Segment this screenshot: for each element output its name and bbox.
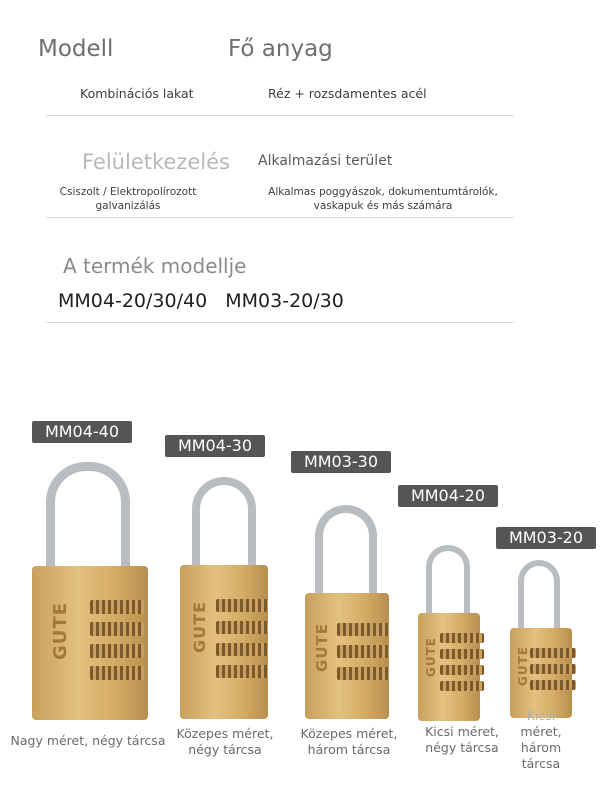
application-value [258, 185, 508, 213]
caption-line: Kicsi [526, 708, 556, 723]
padlock-image [180, 477, 272, 721]
lock-caption [290, 726, 408, 758]
lock-caption [500, 708, 582, 772]
model-tag: MM04-40 [32, 421, 132, 443]
padlock-image [32, 462, 150, 722]
caption-line: Kicsi méret, [425, 724, 499, 739]
product-model-value: MM04-20/30/40 MM03-20/30 [58, 290, 344, 312]
caption-line: négy tárcsa [425, 740, 499, 755]
padlock-image [510, 560, 580, 720]
caption-line: három tárcsa [520, 740, 562, 771]
application-value-line2: vaskapuk és más számára [313, 200, 453, 212]
surface-value-line2: galvanizálás [95, 200, 161, 212]
model-tag: MM04-30 [165, 435, 265, 457]
brand-logo: GUTE [50, 602, 71, 660]
caption-line: három tárcsa [307, 742, 391, 757]
divider [46, 115, 514, 116]
surface-value-line1: Csiszolt / Elektropolírozott [59, 186, 197, 198]
brand-logo: GUTE [516, 646, 530, 686]
model-tag: MM04-20 [398, 485, 498, 507]
application-label: Alkalmazási terület [258, 153, 393, 169]
caption-line: Közepes méret, [176, 726, 274, 741]
lock-caption [410, 724, 514, 756]
surface-value [58, 185, 198, 213]
caption-line: méret, [520, 724, 562, 739]
caption-line: Nagy méret, négy tárcsa [10, 733, 166, 748]
model-value: Kombinációs lakat [80, 86, 194, 101]
material-value: Réz + rozsdamentes acél [268, 86, 427, 101]
divider [46, 217, 514, 218]
padlock-image [305, 505, 393, 720]
material-label: Fő anyag [228, 36, 333, 62]
application-value-line1: Alkalmas poggyászok, dokumentumtárolók, [268, 186, 498, 198]
brand-logo: GUTE [424, 637, 438, 677]
divider [46, 322, 514, 323]
model-tag: MM03-30 [291, 451, 391, 473]
caption-line: Közepes méret, [300, 726, 398, 741]
padlock-image [418, 545, 486, 721]
model-tag: MM03-20 [496, 527, 596, 549]
model-label: Modell [38, 36, 114, 62]
brand-logo: GUTE [190, 601, 209, 653]
surface-label: Felületkezelés [82, 150, 230, 174]
brand-logo: GUTE [313, 623, 331, 672]
lock-caption [166, 726, 284, 758]
caption-line: négy tárcsa [188, 742, 262, 757]
lock-caption [4, 733, 172, 749]
product-model-label: A termék modellje [63, 254, 247, 278]
